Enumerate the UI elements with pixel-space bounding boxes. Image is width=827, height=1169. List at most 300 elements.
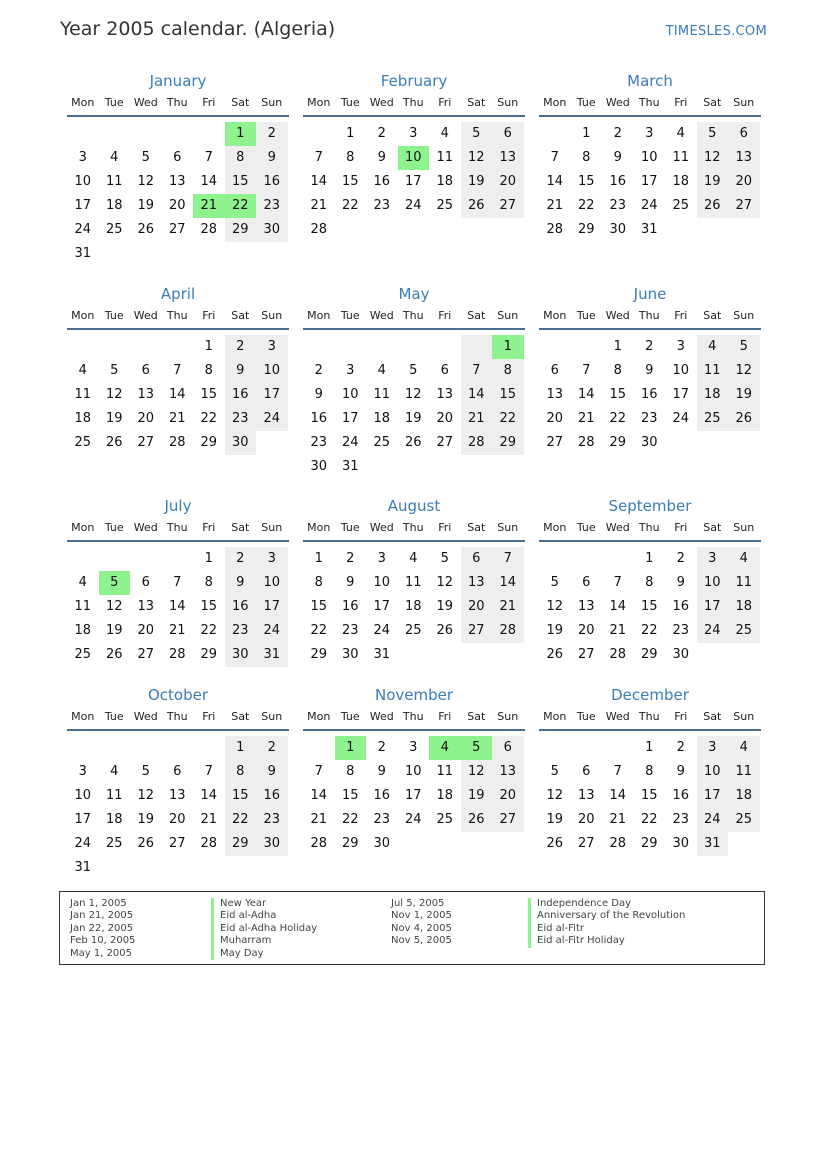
weekday-label: Sun [733, 96, 755, 109]
weekday-label: Mon [543, 96, 567, 109]
day-cell: 26 [546, 647, 564, 662]
day-cell: 20 [168, 198, 186, 213]
brand-link[interactable]: TIMESLES.COM [665, 24, 767, 39]
day-cell: 13 [436, 387, 454, 402]
day-cell: 6 [440, 363, 449, 378]
day-cell: 7 [173, 575, 182, 590]
day-cell: 7 [173, 363, 182, 378]
day-cell: 25 [436, 812, 454, 827]
day-cell: 21 [492, 595, 524, 619]
day-cell: 2 [613, 126, 622, 141]
month-header-rule [303, 328, 525, 330]
weekday-label: Sat [467, 710, 486, 723]
day-cell: 1 [314, 551, 323, 566]
day-cell: 25 [373, 435, 391, 450]
day-cell: 13 [577, 788, 595, 803]
day-cell: 18 [728, 595, 760, 619]
day-cell: 28 [310, 836, 328, 851]
day-cell: 23 [256, 194, 288, 218]
day-cell: 22 [640, 623, 658, 638]
day-cell: 21 [310, 812, 328, 827]
weekday-label: Fri [674, 521, 688, 534]
day-cell: 30 [256, 218, 288, 242]
month-header-rule [303, 729, 525, 731]
day-cell: 19 [546, 623, 564, 638]
day-cell: 11 [436, 150, 454, 165]
weekday-label: Fri [674, 710, 688, 723]
weekday-label: Mon [543, 309, 567, 322]
day-cell: 15 [492, 383, 524, 407]
day-cell: 11 [373, 387, 391, 402]
weekday-label: Tue [576, 96, 596, 109]
day-cell: 16 [225, 595, 257, 619]
day-cell: 6 [492, 736, 524, 760]
day-cell: 27 [436, 435, 454, 450]
legend-date: Jan 21, 2005 [70, 910, 134, 922]
month-name: June [633, 285, 667, 303]
day-cell: 3 [645, 126, 654, 141]
day-cell: 25 [672, 198, 690, 213]
day-cell: 1 [225, 736, 257, 760]
holiday-day: 1 [335, 736, 367, 760]
day-cell: 12 [404, 387, 422, 402]
day-cell: 3 [409, 740, 418, 755]
day-cell: 4 [409, 551, 418, 566]
day-cell: 15 [310, 599, 328, 614]
month-name: April [160, 285, 196, 303]
day-cell: 16 [640, 387, 658, 402]
day-cell: 23 [310, 435, 328, 450]
legend-date: Feb 10, 2005 [70, 935, 136, 947]
weekday-label: Mon [71, 309, 95, 322]
day-cell: 31 [373, 647, 391, 662]
day-cell: 9 [225, 359, 257, 383]
day-cell: 30 [225, 431, 257, 455]
day-cell: 19 [105, 411, 123, 426]
weekday-label: Fri [438, 309, 452, 322]
day-cell: 16 [373, 788, 391, 803]
day-cell: 25 [105, 222, 123, 237]
day-cell: 15 [200, 599, 218, 614]
weekday-label: Tue [340, 521, 360, 534]
day-cell: 27 [168, 222, 186, 237]
day-cell: 14 [546, 174, 564, 189]
day-cell: 14 [168, 599, 186, 614]
day-cell: 5 [440, 551, 449, 566]
day-cell: 14 [492, 571, 524, 595]
day-cell: 24 [404, 812, 422, 827]
weekday-label: Sun [497, 710, 519, 723]
weekday-label: Fri [438, 521, 452, 534]
day-cell: 20 [436, 411, 454, 426]
month-name: July [164, 497, 192, 515]
day-cell: 9 [256, 760, 288, 784]
day-cell: 13 [137, 599, 155, 614]
day-cell: 8 [204, 363, 213, 378]
legend-name: Independence Day [528, 898, 685, 910]
legend-name: May Day [211, 948, 317, 960]
day-cell: 13 [461, 571, 493, 595]
day-cell: 2 [256, 122, 288, 146]
month-header-rule [67, 328, 289, 330]
day-cell: 22 [310, 623, 328, 638]
day-cell: 9 [256, 146, 288, 170]
weekday-label: Fri [438, 96, 452, 109]
day-cell: 5 [550, 575, 559, 590]
day-cell: 19 [546, 812, 564, 827]
weekday-label: Tue [576, 309, 596, 322]
day-cell: 10 [404, 764, 422, 779]
day-cell: 29 [609, 435, 627, 450]
day-cell: 12 [137, 174, 155, 189]
day-cell: 2 [346, 551, 355, 566]
day-cell: 11 [436, 764, 454, 779]
day-cell: 8 [645, 764, 654, 779]
day-cell: 12 [546, 599, 564, 614]
weekday-label: Tue [104, 521, 124, 534]
month-name: August [387, 497, 441, 515]
weekday-label: Thu [166, 96, 188, 109]
day-cell: 30 [256, 832, 288, 856]
day-cell: 22 [200, 623, 218, 638]
day-cell: 12 [461, 760, 493, 784]
day-cell: 4 [78, 575, 87, 590]
day-cell: 1 [645, 740, 654, 755]
day-cell: 16 [373, 174, 391, 189]
day-cell: 16 [310, 411, 328, 426]
day-cell: 4 [110, 150, 119, 165]
weekday-label: Sat [231, 521, 250, 534]
day-cell: 2 [377, 740, 386, 755]
day-cell: 23 [672, 623, 690, 638]
day-cell: 5 [141, 150, 150, 165]
day-cell: 22 [609, 411, 627, 426]
weekday-label: Sat [467, 96, 486, 109]
holiday-day: 5 [461, 736, 493, 760]
day-cell: 3 [78, 150, 87, 165]
day-cell: 15 [341, 174, 359, 189]
day-cell: 2 [225, 547, 257, 571]
weekday-label: Wed [133, 710, 158, 723]
weekday-label: Thu [638, 96, 660, 109]
day-cell: 24 [672, 411, 690, 426]
day-cell: 20 [137, 623, 155, 638]
weekday-label: Wed [133, 521, 158, 534]
day-cell: 31 [74, 246, 92, 261]
month-name: December [611, 686, 689, 704]
day-cell: 21 [168, 411, 186, 426]
day-cell: 17 [697, 784, 729, 808]
weekday-label: Thu [402, 521, 424, 534]
day-cell: 5 [461, 122, 493, 146]
day-cell: 22 [341, 198, 359, 213]
day-cell: 13 [728, 146, 760, 170]
day-cell: 1 [582, 126, 591, 141]
day-cell: 2 [225, 335, 257, 359]
day-cell: 22 [200, 411, 218, 426]
day-cell: 27 [546, 435, 564, 450]
day-cell: 6 [728, 122, 760, 146]
legend-date: Nov 5, 2005 [391, 935, 452, 947]
day-cell: 15 [225, 170, 257, 194]
day-cell: 11 [404, 575, 422, 590]
day-cell: 28 [168, 435, 186, 450]
day-cell: 12 [728, 359, 760, 383]
day-cell: 25 [728, 808, 760, 832]
day-cell: 10 [74, 174, 92, 189]
day-cell: 30 [341, 647, 359, 662]
day-cell: 12 [105, 387, 123, 402]
legend-date: Nov 4, 2005 [391, 922, 452, 934]
holiday-day: 5 [99, 571, 131, 595]
day-cell: 10 [697, 571, 729, 595]
legend-name: Eid al-Fitr [528, 923, 685, 935]
day-cell: 25 [436, 198, 454, 213]
day-cell: 10 [256, 571, 288, 595]
legend-date: Jan 1, 2005 [70, 898, 127, 909]
day-cell: 7 [492, 547, 524, 571]
day-cell: 9 [225, 571, 257, 595]
legend-date: Jul 5, 2005 [391, 898, 445, 909]
day-cell: 5 [110, 363, 119, 378]
day-cell: 14 [577, 387, 595, 402]
day-cell: 23 [373, 812, 391, 827]
day-cell: 3 [409, 126, 418, 141]
day-cell: 25 [74, 435, 92, 450]
day-cell: 5 [728, 335, 760, 359]
day-cell: 6 [461, 547, 493, 571]
day-cell: 3 [78, 764, 87, 779]
day-cell: 17 [256, 383, 288, 407]
day-cell: 6 [582, 575, 591, 590]
day-cell: 8 [204, 575, 213, 590]
day-cell: 18 [697, 383, 729, 407]
day-cell: 28 [546, 222, 564, 237]
day-cell: 21 [609, 812, 627, 827]
day-cell: 3 [697, 547, 729, 571]
weekday-label: Wed [369, 521, 394, 534]
day-cell: 21 [310, 198, 328, 213]
month-header-rule [67, 729, 289, 731]
day-cell: 9 [645, 363, 654, 378]
weekday-label: Thu [402, 96, 424, 109]
weekday-label: Fri [202, 710, 216, 723]
weekday-label: Tue [576, 521, 596, 534]
day-cell: 8 [225, 760, 257, 784]
weekday-label: Tue [104, 710, 124, 723]
weekday-label: Sun [733, 521, 755, 534]
day-cell: 17 [256, 595, 288, 619]
day-cell: 3 [377, 551, 386, 566]
day-cell: 21 [200, 812, 218, 827]
day-cell: 23 [373, 198, 391, 213]
day-cell: 9 [676, 575, 685, 590]
weekday-label: Tue [340, 710, 360, 723]
weekday-label: Wed [369, 96, 394, 109]
weekday-label: Wed [133, 309, 158, 322]
weekday-label: Wed [605, 309, 630, 322]
weekday-label: Tue [340, 309, 360, 322]
weekday-label: Thu [166, 521, 188, 534]
day-cell: 8 [314, 575, 323, 590]
day-cell: 21 [546, 198, 564, 213]
day-cell: 18 [105, 812, 123, 827]
holiday-day: 1 [492, 335, 524, 359]
day-cell: 24 [373, 623, 391, 638]
day-cell: 23 [341, 623, 359, 638]
weekday-label: Tue [104, 309, 124, 322]
day-cell: 12 [137, 788, 155, 803]
legend-name: Eid al-Fitr Holiday [528, 935, 685, 947]
legend-name: Eid al-Adha [211, 910, 317, 922]
weekday-label: Mon [543, 710, 567, 723]
weekend-empty [461, 335, 493, 359]
weekday-label: Thu [402, 710, 424, 723]
day-cell: 11 [105, 788, 123, 803]
day-cell: 2 [256, 736, 288, 760]
month-header-rule [539, 729, 761, 731]
day-cell: 25 [697, 407, 729, 431]
weekday-label: Mon [307, 710, 331, 723]
weekday-label: Tue [340, 96, 360, 109]
weekday-label: Sat [703, 710, 722, 723]
legend-name: New Year [211, 898, 317, 910]
day-cell: 4 [728, 736, 760, 760]
day-cell: 9 [613, 150, 622, 165]
day-cell: 8 [225, 146, 257, 170]
weekday-label: Thu [638, 309, 660, 322]
day-cell: 1 [645, 551, 654, 566]
day-cell: 29 [225, 832, 257, 856]
day-cell: 20 [577, 623, 595, 638]
day-cell: 14 [200, 788, 218, 803]
weekday-label: Fri [674, 309, 688, 322]
holiday-day: 4 [429, 736, 461, 760]
day-cell: 28 [609, 836, 627, 851]
holiday-day: 10 [398, 146, 430, 170]
day-cell: 19 [728, 383, 760, 407]
day-cell: 24 [640, 198, 658, 213]
day-cell: 15 [341, 788, 359, 803]
day-cell: 8 [645, 575, 654, 590]
day-cell: 23 [256, 808, 288, 832]
day-cell: 9 [676, 764, 685, 779]
day-cell: 5 [697, 122, 729, 146]
weekday-label: Fri [202, 521, 216, 534]
day-cell: 26 [436, 623, 454, 638]
day-cell: 31 [256, 643, 288, 667]
legend-date: May 1, 2005 [70, 947, 133, 959]
day-cell: 31 [74, 860, 92, 875]
day-cell: 20 [546, 411, 564, 426]
month-name: October [147, 686, 209, 704]
holiday-day: 21 [193, 194, 225, 218]
weekday-label: Wed [605, 96, 630, 109]
weekday-label: Sat [231, 96, 250, 109]
day-cell: 16 [225, 383, 257, 407]
day-cell: 8 [613, 363, 622, 378]
day-cell: 26 [105, 435, 123, 450]
day-cell: 17 [640, 174, 658, 189]
weekday-label: Sat [703, 521, 722, 534]
day-cell: 5 [409, 363, 418, 378]
month-header-rule [303, 540, 525, 542]
day-cell: 11 [672, 150, 690, 165]
day-cell: 26 [461, 194, 493, 218]
day-cell: 16 [609, 174, 627, 189]
weekday-label: Thu [638, 710, 660, 723]
weekday-label: Wed [369, 309, 394, 322]
day-cell: 29 [200, 647, 218, 662]
day-cell: 23 [672, 812, 690, 827]
day-cell: 20 [577, 812, 595, 827]
day-cell: 8 [582, 150, 591, 165]
weekday-label: Sun [733, 710, 755, 723]
day-cell: 28 [492, 619, 524, 643]
day-cell: 16 [341, 599, 359, 614]
day-cell: 26 [461, 808, 493, 832]
day-cell: 28 [609, 647, 627, 662]
day-cell: 13 [546, 387, 564, 402]
holiday-legend [59, 891, 765, 965]
weekday-label: Sat [231, 710, 250, 723]
day-cell: 17 [404, 174, 422, 189]
weekday-label: Sun [261, 710, 283, 723]
day-cell: 14 [310, 788, 328, 803]
day-cell: 18 [373, 411, 391, 426]
day-cell: 4 [697, 335, 729, 359]
day-cell: 20 [492, 170, 524, 194]
legend-name: Muharram [211, 935, 317, 947]
weekday-label: Sun [497, 309, 519, 322]
day-cell: 5 [550, 764, 559, 779]
day-cell: 27 [728, 194, 760, 218]
day-cell: 7 [550, 150, 559, 165]
month-header-rule [303, 115, 525, 117]
day-cell: 23 [225, 407, 257, 431]
day-cell: 28 [310, 222, 328, 237]
day-cell: 29 [577, 222, 595, 237]
day-cell: 22 [492, 407, 524, 431]
day-cell: 13 [168, 788, 186, 803]
day-cell: 24 [404, 198, 422, 213]
weekday-label: Fri [202, 309, 216, 322]
day-cell: 18 [74, 623, 92, 638]
day-cell: 10 [74, 788, 92, 803]
month-name: November [374, 686, 454, 704]
day-cell: 24 [256, 407, 288, 431]
day-cell: 20 [728, 170, 760, 194]
legend-names-right [528, 898, 685, 948]
day-cell: 14 [168, 387, 186, 402]
day-cell: 24 [256, 619, 288, 643]
day-cell: 10 [341, 387, 359, 402]
day-cell: 13 [137, 387, 155, 402]
day-cell: 24 [697, 808, 729, 832]
day-cell: 10 [373, 575, 391, 590]
day-cell: 29 [310, 647, 328, 662]
weekday-label: Wed [605, 521, 630, 534]
day-cell: 4 [728, 547, 760, 571]
month-name: May [398, 285, 430, 303]
weekday-label: Sat [703, 96, 722, 109]
day-cell: 7 [204, 764, 213, 779]
day-cell: 30 [310, 459, 328, 474]
day-cell: 29 [341, 836, 359, 851]
day-cell: 26 [546, 836, 564, 851]
day-cell: 29 [492, 431, 524, 455]
day-cell: 3 [676, 339, 685, 354]
